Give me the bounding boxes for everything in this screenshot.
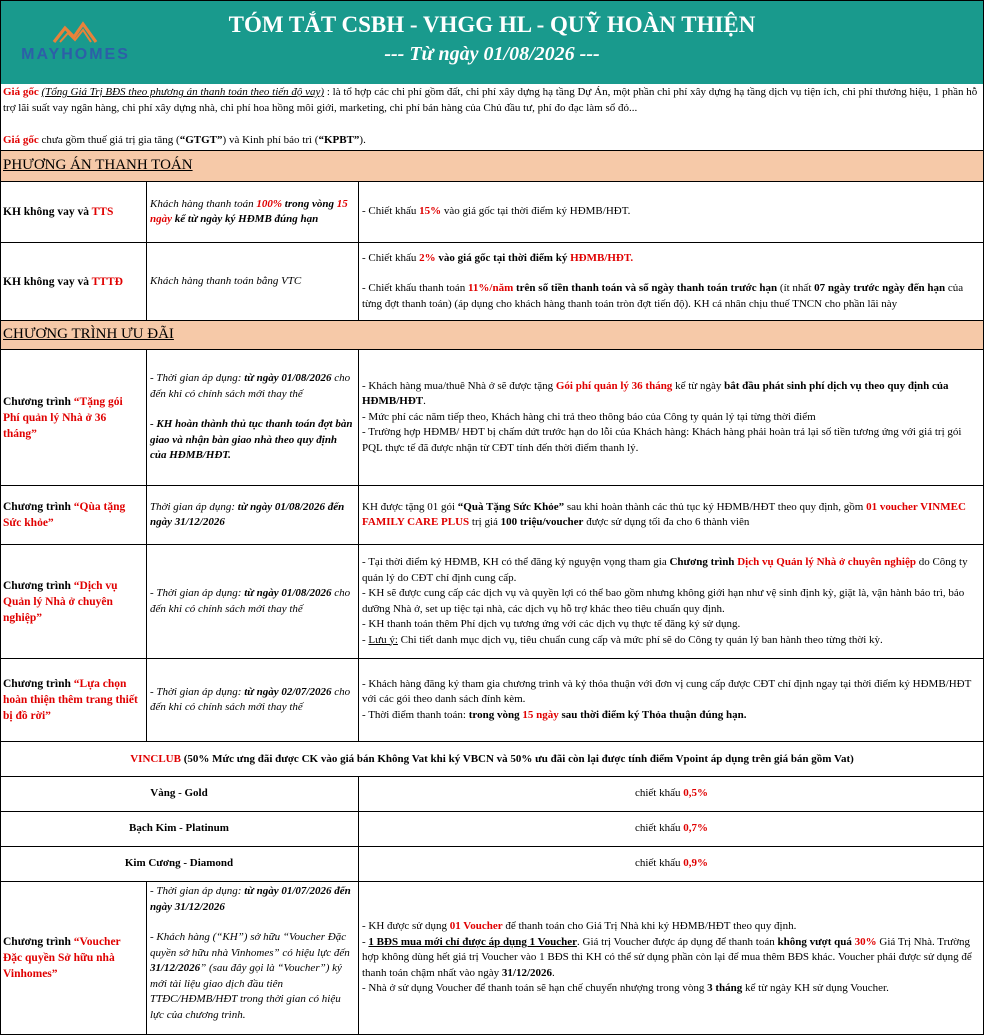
service-d2: - KH sẽ được cung cấp các dịch vụ và quyền lợi có thể bao gồm nhưng không giới hạn như vệ sinh định kỳ, giặt là, vận hành bảo trì, bảo dưỡng Nhà ở, set up tiệc tại nhà, các dịch vụ hỗ trợ khác theo tiêu chuẩn quy định. [362, 587, 965, 615]
logo-wordmark: MAYHOMES [21, 46, 130, 63]
note-text-a: chưa gồm thuế giá trị gia tăng ( [38, 134, 180, 146]
voucher-t1-b: từ ngày 01/07/2026 đến ngày 31/12/2026 [150, 885, 351, 913]
health-t-b: từ ngày 01/08/2026 đến ngày 31/12/2026 [150, 500, 345, 528]
voucher-d1-b: 01 Voucher [449, 920, 503, 933]
voucher-desc-cell [359, 882, 984, 1034]
finishing-d1: - Khách hàng đăng ký tham gia chương trình và ký thỏa thuận với đơn vị cung cấp được CĐT chỉ định ngay tại thời điểm ký HĐMB/HĐT với các gói theo danh sách đính kèm. [362, 677, 972, 706]
finishing-d2-a: - Thời điểm thanh toán: [362, 708, 469, 721]
finishing-name-a: Chương trình [3, 678, 74, 690]
pql-t1-a: - Thời gian áp dụng: [150, 372, 245, 385]
health-time-cell [147, 486, 359, 544]
tts-desc-b: 15% [419, 205, 442, 218]
tier-diamond-discount [359, 847, 984, 881]
tts-desc-cell [359, 182, 984, 242]
pql-d1-a: - Khách hàng mua/thuê Nhà ở sẽ được tặng [362, 379, 556, 392]
voucher-d1-c: để thanh toán cho Giá Trị Nhà khi ký HĐMB/HĐT theo quy định. [502, 920, 797, 933]
service-d1-c: Dịch vụ Quản lý Nhà ở chuyên nghiệp [737, 556, 916, 568]
health-desc-cell [359, 486, 984, 544]
voucher-d3-a: - Nhà ở sử dụng Voucher để thanh toán sẽ hạn chế chuyển nhượng trong vòng [362, 982, 708, 995]
section-promos [0, 321, 984, 350]
section-payment [0, 151, 984, 182]
service-d4-b: Lưu ý: [368, 633, 398, 646]
section-promos-title: CHƯƠNG TRÌNH ƯU ĐÃI [3, 326, 174, 342]
base-price-definition [3, 84, 979, 116]
service-name-b: “Dịch vụ Quản lý Nhà ở chuyên nghiệp” [3, 579, 118, 624]
service-time-cell [147, 545, 359, 658]
tts-name-a: KH không vay và [3, 206, 92, 218]
pql-time-cell [147, 350, 359, 485]
tts-cond-d: 15 ngày [150, 197, 348, 225]
service-name-a: Chương trình [3, 579, 74, 592]
promo-row-health [0, 486, 984, 545]
voucher-d2-e: 30% [854, 935, 877, 948]
note-text-b: ) và Kinh phí bảo trì ( [222, 134, 319, 146]
tts-cond-c: trong vòng [282, 197, 337, 210]
tttd-l1-b: 2% [419, 251, 436, 264]
voucher-d3-c: kể từ ngày KH sử dụng Voucher. [742, 982, 889, 995]
tttd-name-cell [0, 243, 147, 320]
health-t-a: Thời gian áp dụng: [150, 500, 238, 513]
vinclub-name: VINCLUB [130, 753, 181, 765]
tts-name-cell [0, 182, 147, 242]
tttd-condition-cell [147, 243, 359, 320]
pql-d1-b: Gói phí quản lý 36 tháng [555, 379, 673, 392]
tttd-line-2 [362, 281, 979, 312]
base-price-note [3, 132, 979, 148]
voucher-d2-h: . [552, 966, 555, 979]
payment-row-tttd [0, 243, 984, 321]
tts-name-b: TTS [91, 206, 114, 218]
tttd-name-a: KH không vay và [3, 275, 92, 288]
tier-gold-discount [359, 777, 984, 811]
pql-d1-e: . [423, 395, 426, 408]
payment-row-tts [0, 182, 984, 243]
tttd-l2-b: 11%/năm [468, 282, 514, 295]
service-desc-cell [359, 545, 984, 658]
health-d-f: 100 triệu/voucher [500, 516, 584, 528]
service-d3: - KH thanh toán thêm Phí dịch vụ tương ứng với các dịch vụ thực tế đăng ký sử dụng. [362, 618, 741, 630]
base-price-def: (Tổng Giá Trị BĐS theo phương án thanh toán theo tiến độ vay) [41, 86, 325, 98]
intro-definitions [0, 84, 984, 151]
service-t-b: từ ngày 01/08/2026 [244, 587, 332, 599]
finishing-name-b: “Lựa chọn hoàn thiện thêm trang thiết bị đồ rời” [3, 678, 138, 722]
health-d-g: được sử dụng tối đa cho 6 thành viên [583, 516, 750, 528]
tier-gold-name: Vàng - Gold [0, 777, 359, 811]
service-t-c: cho đến khi có chính sách mới thay thế [150, 587, 351, 615]
finishing-time-cell [147, 659, 359, 741]
tttd-l2-a: - Chiết khấu thanh toán [362, 282, 469, 295]
tier-diamond-value: 0,9% [683, 857, 708, 870]
service-d4-a: - [362, 633, 369, 646]
finishing-d2-d: sau thời điểm ký Thỏa thuận đúng hạn. [558, 708, 747, 721]
finishing-t-c: cho đến khi có chính sách mới thay thế [150, 685, 351, 713]
voucher-d2-f: Giá Trị Nhà. Trường hợp không dùng hết giá trị Voucher vào 1 BĐS thì KH có thể sử dụng phần còn lại để mua thêm BĐS khác. Voucher phải được sử dụng để thanh toán chậm nhất vào ngày [362, 935, 972, 979]
promo-row-pql [0, 350, 984, 486]
voucher-d1-a: - KH được sử dụng [362, 920, 450, 933]
service-d1-b: Chương trình [669, 556, 738, 568]
tttd-name-b: TTTĐ [91, 275, 123, 288]
voucher-d2-g: 31/12/2026 [501, 966, 553, 979]
finishing-desc-cell [359, 659, 984, 741]
pql-name-a: Chương trình [3, 395, 74, 408]
pql-desc-cell [359, 350, 984, 485]
base-price-label: Giá gốc [3, 86, 39, 98]
health-name-cell [0, 486, 147, 544]
health-d-c: sau khi hoàn thành các thủ tục ký HĐMB/HĐT theo quy định, gồm [564, 500, 867, 513]
note-text-c: ). [359, 134, 366, 146]
pql-d1-d: bắt đầu phát sinh phí dịch vụ theo quy định của HĐMB/HĐT [362, 379, 949, 408]
voucher-d2-a: - [362, 935, 369, 948]
voucher-name-cell [0, 882, 147, 1034]
service-d1-a: - Tại thời điểm ký HĐMB, KH có thể đăng ký nguyện vọng tham gia [362, 556, 670, 568]
tttd-l1-c: vào giá gốc tại thời điểm ký [435, 251, 571, 264]
service-name-cell [0, 545, 147, 658]
health-d-b: “Quà Tặng Sức Khỏe” [457, 500, 565, 513]
tttd-line-1 [362, 251, 979, 267]
finishing-t-a: - Thời gian áp dụng: [150, 685, 245, 698]
finishing-name-cell [0, 659, 147, 741]
tier-platinum-discount [359, 812, 984, 846]
tier-gold-value: 0,5% [683, 787, 708, 800]
vinclub-tier-platinum [0, 812, 984, 847]
voucher-d2-b: 1 BĐS mua mới chỉ được áp dụng 1 Voucher [368, 935, 577, 948]
pql-t1-c: cho đến khi có chính sách mới thay thế [150, 372, 351, 400]
pql-name-b: “Tặng gói Phí quản lý Nhà ở 36 tháng” [3, 395, 123, 440]
mayhomes-logo [8, 14, 143, 72]
tttd-l2-d: (ít nhất [777, 282, 815, 295]
pql-t2: - KH hoàn thành thủ tục thanh toán đợt bàn giao và nhận bàn giao nhà theo quy định của HĐMB/HĐT. [150, 418, 353, 462]
tts-cond-a: Khách hàng thanh toán [150, 197, 257, 210]
tier-platinum-name: Bạch Kim - Platinum [0, 812, 359, 846]
pql-t1-b: từ ngày 01/08/2026 [244, 372, 332, 385]
voucher-name-a: Chương trình [3, 936, 74, 948]
health-d-d: 01 voucher VINMEC FAMILY CARE PLUS [362, 500, 966, 528]
tttd-l1-d: HĐMB/HĐT. [570, 251, 634, 264]
promo-row-service [0, 545, 984, 659]
tier-diamond-name: Kim Cương - Diamond [0, 847, 359, 881]
voucher-d2-c: . Giá trị Voucher được áp dụng để thanh toán [577, 935, 778, 948]
tts-desc-a: - Chiết khấu [362, 205, 420, 218]
health-d-a: KH được tặng 01 gói [362, 500, 458, 513]
gtgt-term: “GTGT” [179, 134, 223, 146]
tier-gold-prefix: chiết khấu [634, 787, 681, 800]
tts-condition-cell [147, 182, 359, 242]
health-d-e: trị giá [469, 516, 501, 528]
section-payment-title: PHƯƠNG ÁN THANH TOÁN [3, 157, 193, 173]
pql-name-cell [0, 350, 147, 485]
voucher-t1-a: - Thời gian áp dụng: [150, 885, 245, 897]
promo-row-voucher [0, 882, 984, 1034]
tttd-l1-a: - Chiết khấu [362, 251, 420, 264]
tts-cond-b: 100% [256, 197, 283, 210]
header-banner [0, 0, 984, 84]
tttd-l2-f: của từng đợt thanh toán) (áp dụng cho khách hàng thanh toán tròn đợt tiến độ). KH cá nhân chịu thuế TNCN cho phần lãi này [362, 282, 964, 310]
vinclub-tier-gold [0, 777, 984, 812]
health-name-a: Chương trình [3, 501, 74, 513]
roof-logo-icon [52, 18, 98, 44]
tttd-l2-c: trên số tiền thanh toán và số ngày thanh toán trước hạn [513, 282, 778, 295]
tttd-l2-e: 07 ngày trước ngày đến hạn [814, 282, 946, 295]
vinclub-text: (50% Mức ưng đãi được CK vào giá bán Không Vat khi ký VBCN và 50% ưu đãi còn lại được tính điểm Vpoint áp dụng trên giá bán gồm Vat) [180, 753, 854, 765]
page-title: TÓM TẮT CSBH - VHGG HL - QUỸ HOÀN THIỆN [228, 12, 756, 37]
tts-desc-c: vào giá gốc tại thời điểm ký HĐMB/HĐT. [441, 205, 631, 218]
pql-d2: - Mức phí các năm tiếp theo, Khách hàng chi trả theo thông báo của Công ty quản lý tại từng thời điểm [362, 410, 816, 423]
finishing-d2-b: trong vòng [468, 708, 523, 721]
base-price-label-2: Giá gốc [3, 134, 39, 146]
tier-diamond-prefix: chiết khấu [634, 857, 681, 870]
service-d1-d: do Công ty quản lý do CĐT chỉ định cung cấp. [362, 556, 968, 584]
tier-platinum-value: 0,7% [683, 822, 708, 835]
kpbt-term: “KPBT” [318, 134, 360, 146]
voucher-d2-d: không vượt quá [777, 935, 855, 948]
promo-row-finishing [0, 659, 984, 742]
tttd-cond: Khách hàng thanh toán bằng VTC [150, 274, 302, 287]
vinclub-header [0, 742, 984, 777]
voucher-time-cell [147, 882, 359, 1034]
health-name-b: “Qùa tặng Sức khỏe” [3, 501, 126, 529]
voucher-name-b: “Voucher Đặc quyền Sở hữu nhà Vinhomes” [3, 936, 121, 980]
tttd-desc-cell [359, 243, 984, 320]
voucher-t2-c: ” (sau đây gọi là “Voucher”) ký mới tài liệu giao dịch đầu tiên TTĐC/HĐMB/HĐT trong thời gian có hiệu lực của chương trình. [150, 962, 342, 1021]
finishing-d2-c: 15 ngày [522, 708, 559, 721]
tier-platinum-prefix: chiết khấu [634, 822, 681, 835]
service-d4-c: Chi tiết danh mục dịch vụ, tiêu chuẩn cung cấp và mức phí sẽ do Công ty quản lý ban hành theo từng thời kỳ. [397, 633, 883, 646]
finishing-t-b: từ ngày 02/07/2026 [244, 685, 332, 698]
service-t-a: - Thời gian áp dụng: [150, 587, 245, 599]
tts-cond-e: kể từ ngày ký HĐMB đúng hạn [172, 213, 319, 225]
base-price-text: : là tổ hợp các chi phí gồm đất, chi phí xây dựng hạ tầng Dự Án, một phần chi phí xây dựng hạ tầng dịch vụ tiện ích, chi phí thương hiệu, 1 phần hỗ trợ lãi suất vay ngân hàng, chi phí xây dựng nhà, chi phí hoa hồng môi giới, marketing, chi phí bán hàng của Chủ đầu tư, phí đo đạc làm sổ đỏ... [3, 86, 978, 114]
pql-d3: - Trường hợp HĐMB/ HĐT bị chấm dứt trước hạn do lỗi của Khách hàng: Khách hàng phải hoàn trả lại số tiền tương ứng với giá trị gói PQL thực tế đã được nhận từ CĐT tính đến thời điểm thanh lý. [362, 426, 962, 454]
page-subtitle: --- Từ ngày 01/08/2026 --- [384, 43, 600, 65]
pql-d1-c: kể từ ngày [672, 379, 725, 392]
voucher-t2-a: - Khách hàng (“KH”) sở hữu “Voucher Đặc quyền sở hữu nhà Vinhomes” có hiệu lực đến [150, 931, 350, 959]
voucher-t2-b: 31/12/2026 [150, 962, 201, 974]
vinclub-tier-diamond [0, 847, 984, 882]
voucher-d3-b: 3 tháng [707, 982, 743, 995]
